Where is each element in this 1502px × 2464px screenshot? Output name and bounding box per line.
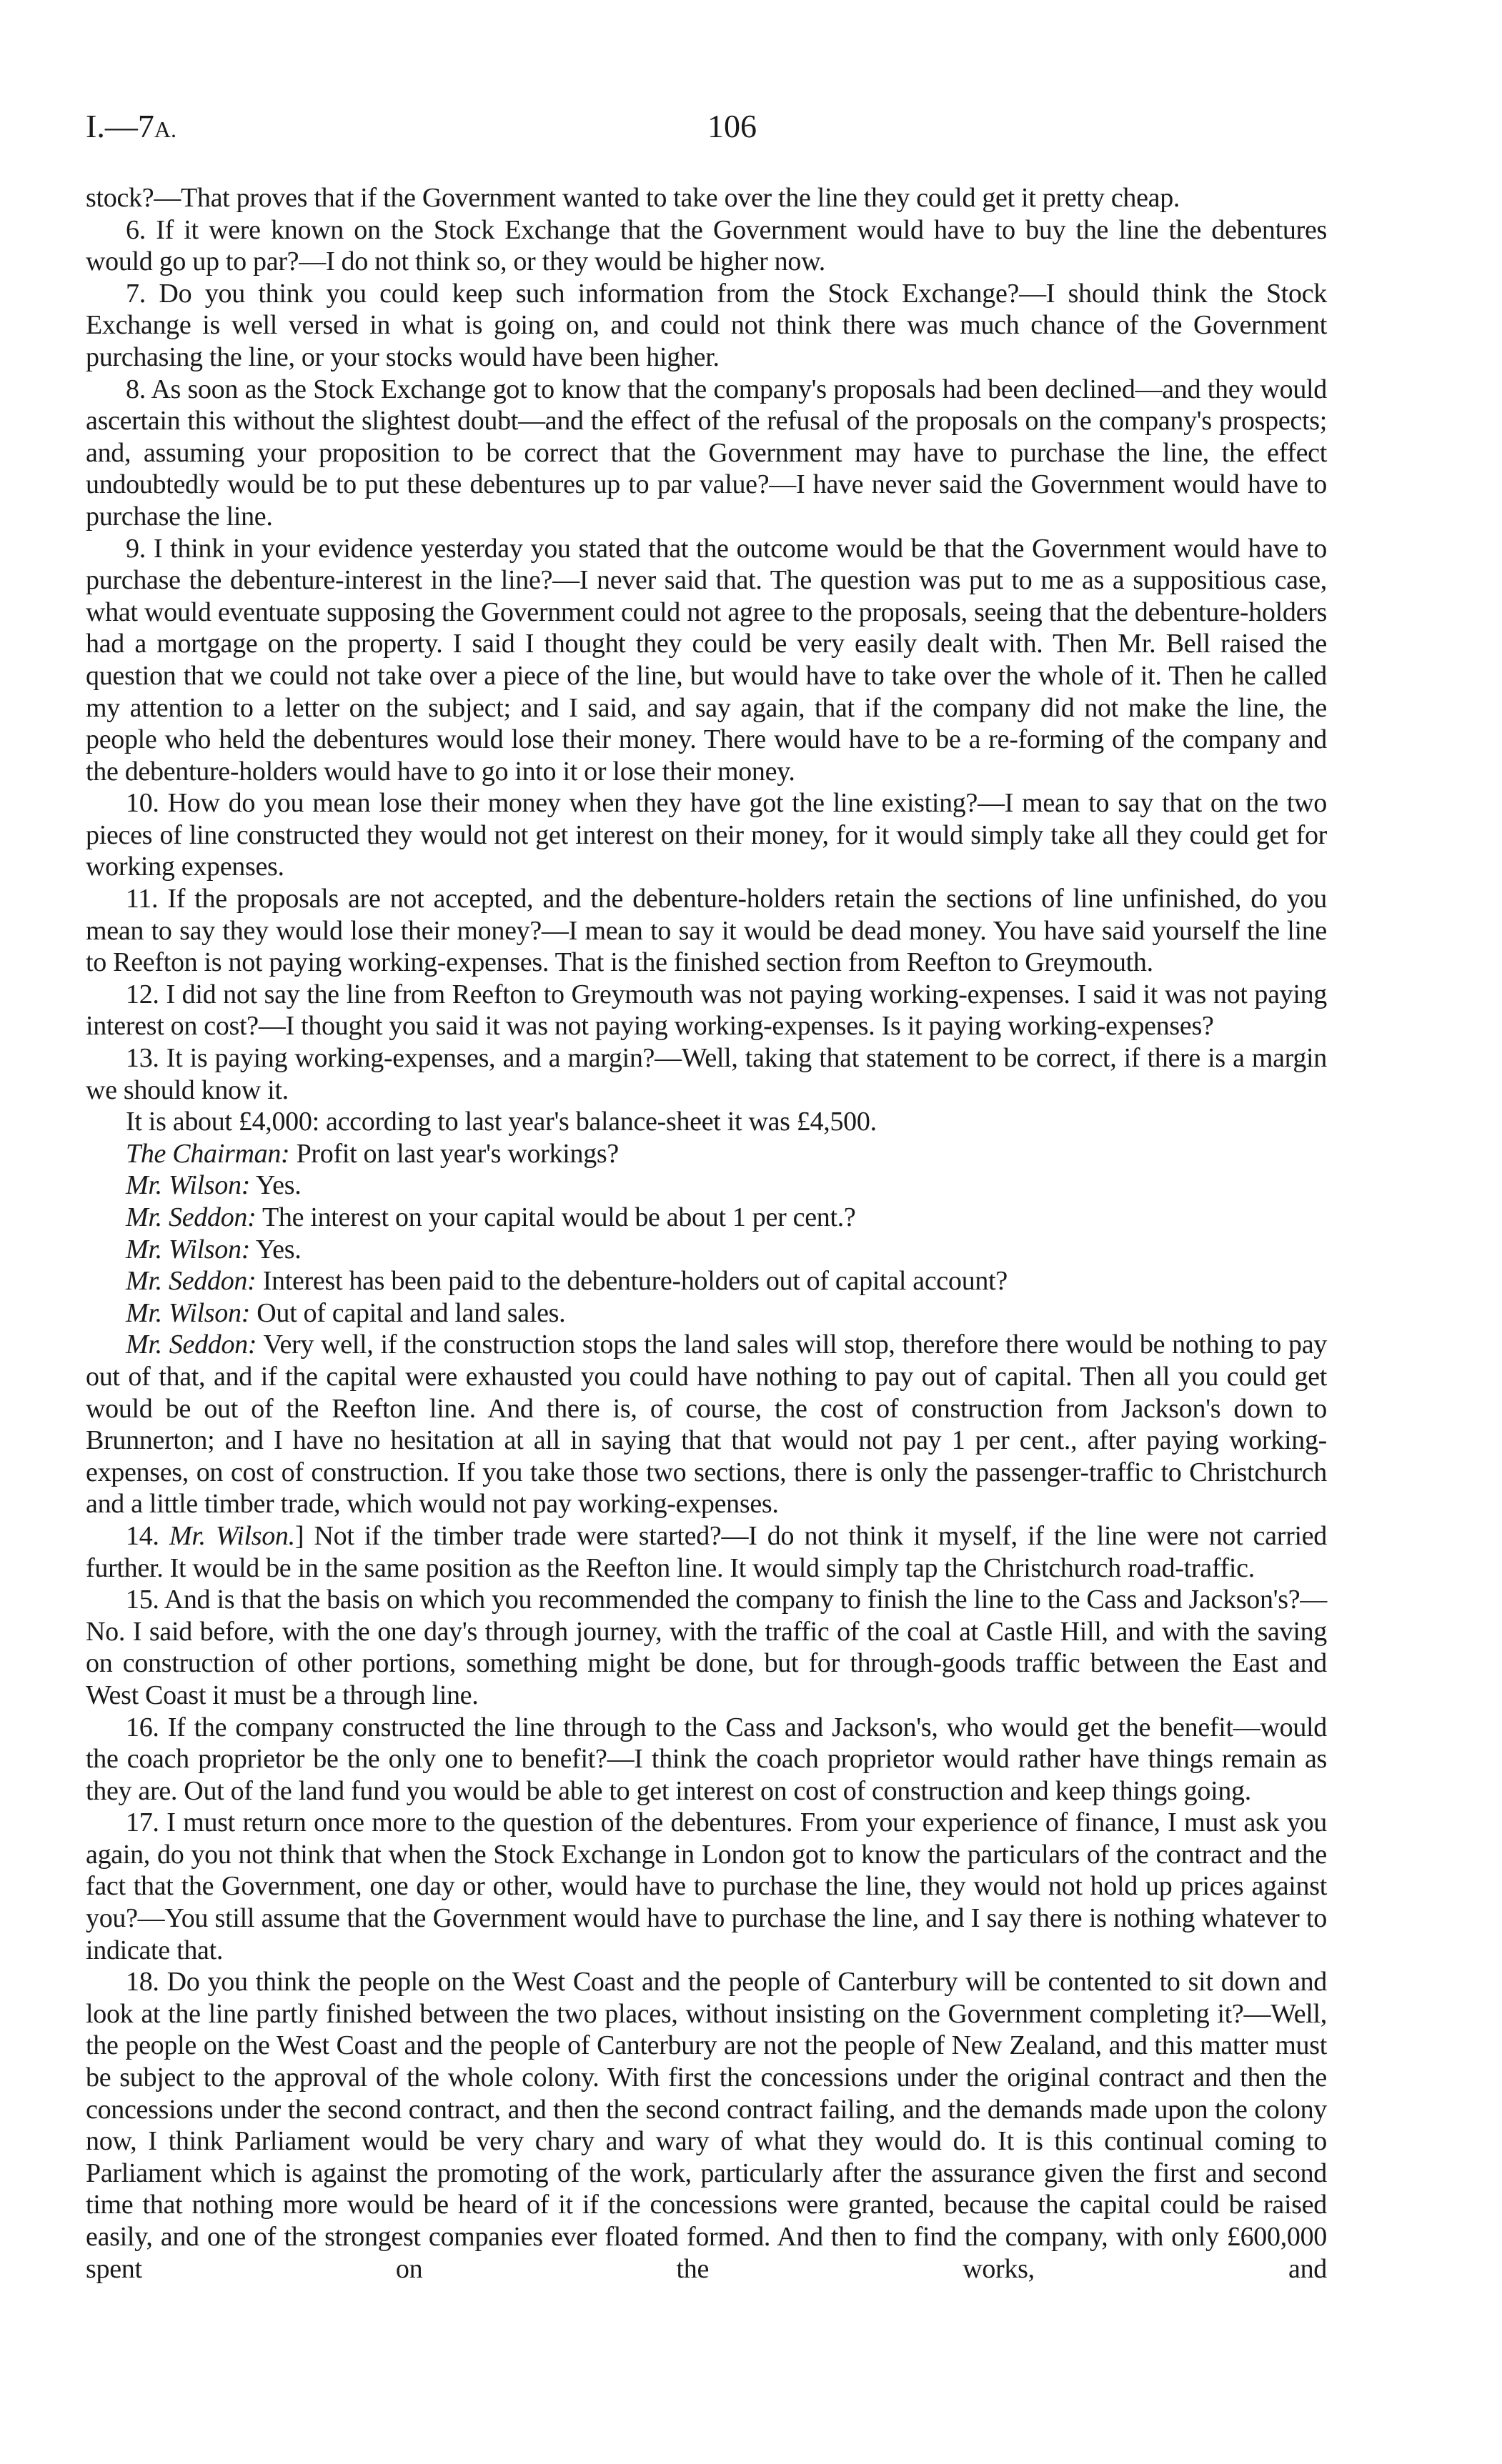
speaker-name: The Chairman: bbox=[126, 1138, 290, 1169]
paragraph bbox=[86, 883, 1327, 979]
paragraph-text: ] Not if the timber trade were started?—I do not think it myself, if the line were not carried further. It would be in the same position as the Reefton line. It would simply tap the Christchurch road-traffic. bbox=[86, 1520, 1327, 1583]
speaker-name: Mr. Seddon: bbox=[126, 1330, 257, 1360]
paragraph bbox=[86, 182, 1327, 214]
paragraph bbox=[86, 979, 1327, 1042]
paragraph-text: 7. Do you think you could keep such information from the Stock Exchange?—I should think the Stock Exchange is well versed in what is going on, and could not think there was much chance of the Government purchasing the line, or your stocks would have been higher. bbox=[86, 278, 1327, 372]
paragraph bbox=[86, 1584, 1327, 1711]
paragraph-text: 17. I must return once more to the question of the debentures. From your experience of finance, I must ask you again, do you not think that when the Stock Exchange in London got to know the particulars of the contract and the fact that the Government, one day or other, would have to purchase the line, they would not hold up prices against you?—You still assume that the Government would have to purchase the line, and I say there is nothing whatever to indicate that. bbox=[86, 1807, 1327, 1965]
paragraph bbox=[86, 1234, 1327, 1266]
page-number: 106 bbox=[707, 108, 757, 144]
speaker-name: Mr. Wilson. bbox=[169, 1520, 295, 1551]
paragraph-text: 16. If the company constructed the line through to the Cass and Jackson's, who would get the benefit—would the coach proprietor be the only one to benefit?—I think the coach proprietor would rather have things remain as they are. Out of the land fund you would be able to get interest on cost of construction and keep things going. bbox=[86, 1712, 1327, 1806]
paragraph bbox=[86, 1807, 1327, 1966]
paragraph bbox=[86, 1520, 1327, 1584]
paragraph-text: It is about £4,000: according to last year's balance-sheet it was £4,500. bbox=[126, 1107, 877, 1137]
paragraph-text: 18. Do you think the people on the West Coast and the people of Canterbury will be contented to sit down and look at the line partly finished between the two places, without insisting on the Government completing it?—Well, the people on the West Coast and the people of Canterbury are not the people of New Zealand, and this matter must be subject to the approval of the whole colony. With first the concessions under the original contract and then the concessions under the second contract, and then the second contract failing, and the demands made upon the colony now, I think Parliament would be very chary and wary of what they would do. It is this continual coming to Parliament which is against the promoting of the work, particularly after the assurance given the first and second time that nothing more would be heard of it if the concessions were granted, because the capital could be raised easily, and one of the strongest companies ever floated formed. And then to find the company, with only £600,000 spent on the works, and bbox=[86, 1967, 1327, 2284]
paragraph-text: Out of capital and land sales. bbox=[250, 1297, 566, 1328]
paragraph-text: Yes. bbox=[250, 1234, 302, 1265]
document-series-suffix: A. bbox=[154, 116, 176, 142]
paragraph-text: Very well, if the construction stops the land sales will stop, therefore there would be nothing to pay out of that, and if the capital were exhausted you could have nothing to pay out of capital. Then all you could get would be out of the Reefton line. And there is, of course, the cost of construction from Jackson's down to Brunnerton; and I have no hesitation at all in saying that that would not pay 1 per cent., after paying working-expenses, on cost of construction. If you take those two sections, there is only the passenger-traffic to Christchurch and a little timber trade, which would not pay working-expenses. bbox=[86, 1330, 1327, 1520]
paragraph-text: 15. And is that the basis on which you recommended the company to finish the line to the Cass and Jackson's?—No. I said before, with the one day's through journey, with the traffic of the coal at Castle Hill, and with the saving on construction of other portions, something might be done, but for through-goods traffic between the East and West Coast it must be a through line. bbox=[86, 1585, 1327, 1710]
paragraph-text: The interest on your capital would be about 1 per cent.? bbox=[256, 1202, 856, 1232]
paragraph bbox=[86, 1297, 1327, 1330]
paragraph bbox=[86, 1138, 1327, 1170]
document-body bbox=[86, 182, 1327, 2285]
paragraph bbox=[86, 1202, 1327, 1234]
paragraph bbox=[86, 1042, 1327, 1106]
paragraph-text: 14. bbox=[126, 1520, 169, 1551]
paragraph bbox=[86, 1265, 1327, 1297]
document-reference bbox=[86, 107, 176, 145]
paragraph bbox=[86, 1966, 1327, 2285]
paragraph-text: 6. If it were known on the Stock Exchange that the Government would have to buy the line the debentures would go up to par?—I do not think so, or they would be higher now. bbox=[86, 214, 1327, 277]
paragraph bbox=[86, 1712, 1327, 1807]
speaker-name: Mr. Wilson: bbox=[126, 1234, 251, 1265]
paragraph-text: stock?—That proves that if the Government wanted to take over the line they could get it pretty cheap. bbox=[86, 183, 1180, 213]
document-series: I.—7 bbox=[86, 108, 154, 144]
paragraph-text: 8. As soon as the Stock Exchange got to know that the company's proposals had been declined—and they would ascertain this without the slightest doubt—and the effect of the refusal of the proposals on the company's prospects; and, assuming your proposition to be correct that the Government may have to purchase the line, the effect undoubtedly would be to put these debentures up to par value?—I have never said the Government would have to purchase the line. bbox=[86, 374, 1327, 532]
paragraph bbox=[86, 1329, 1327, 1520]
paragraph-text: 12. I did not say the line from Reefton to Greymouth was not paying working-expenses. I said it was not paying interest on cost?—I thought you said it was not paying working-expenses. Is it paying working-expenses? bbox=[86, 979, 1327, 1042]
paragraph-text: 10. How do you mean lose their money when they have got the line existing?—I mean to say that on the two pieces of line constructed they would not get interest on their money, for it would simply take all they could get for working expenses. bbox=[86, 788, 1327, 882]
paragraph-text: 11. If the proposals are not accepted, and the debenture-holders retain the sections of line unfinished, do you mean to say they would lose their money?—I mean to say it would be dead money. You have said yourself the line to Reefton is not paying working-expenses. That is the finished section from Reefton to Greymouth. bbox=[86, 884, 1327, 978]
paragraph-text: Profit on last year's workings? bbox=[289, 1138, 619, 1169]
paragraph-text: 9. I think in your evidence yesterday you stated that the outcome would be that the Government would have to purchase the debenture-interest in the line?—I never said that. The question was put to me as a suppositious case, what would eventuate supposing the Government could not agree to the proposals, seeing that the debenture-holders had a mortgage on the property. I said I thought they could be very easily dealt with. Then Mr. Bell raised the question that we could not take over a piece of the line, but would have to take over the whole of it. Then he called my attention to a letter on the subject; and I said, and say again, that if the company did not make the line, the people who held the debentures would lose their money. There would have to be a re-forming of the company and the debenture-holders would have to go into it or lose their money. bbox=[86, 533, 1327, 787]
paragraph bbox=[86, 278, 1327, 374]
paragraph bbox=[86, 374, 1327, 533]
paragraph bbox=[86, 1106, 1327, 1138]
paragraph bbox=[86, 1169, 1327, 1202]
paragraph-text: 13. It is paying working-expenses, and a margin?—Well, taking that statement to be correct, if there is a margin we should know it. bbox=[86, 1043, 1327, 1105]
speaker-name: Mr. Seddon: bbox=[126, 1266, 257, 1297]
paragraph bbox=[86, 214, 1327, 278]
paragraph-text: Interest has been paid to the debenture-holders out of capital account? bbox=[256, 1266, 1008, 1297]
speaker-name: Mr. Seddon: bbox=[126, 1202, 257, 1232]
speaker-name: Mr. Wilson: bbox=[126, 1170, 251, 1201]
paragraph bbox=[86, 533, 1327, 788]
speaker-name: Mr. Wilson: bbox=[126, 1297, 251, 1328]
paragraph bbox=[86, 787, 1327, 883]
paragraph-text: Yes. bbox=[250, 1170, 302, 1201]
